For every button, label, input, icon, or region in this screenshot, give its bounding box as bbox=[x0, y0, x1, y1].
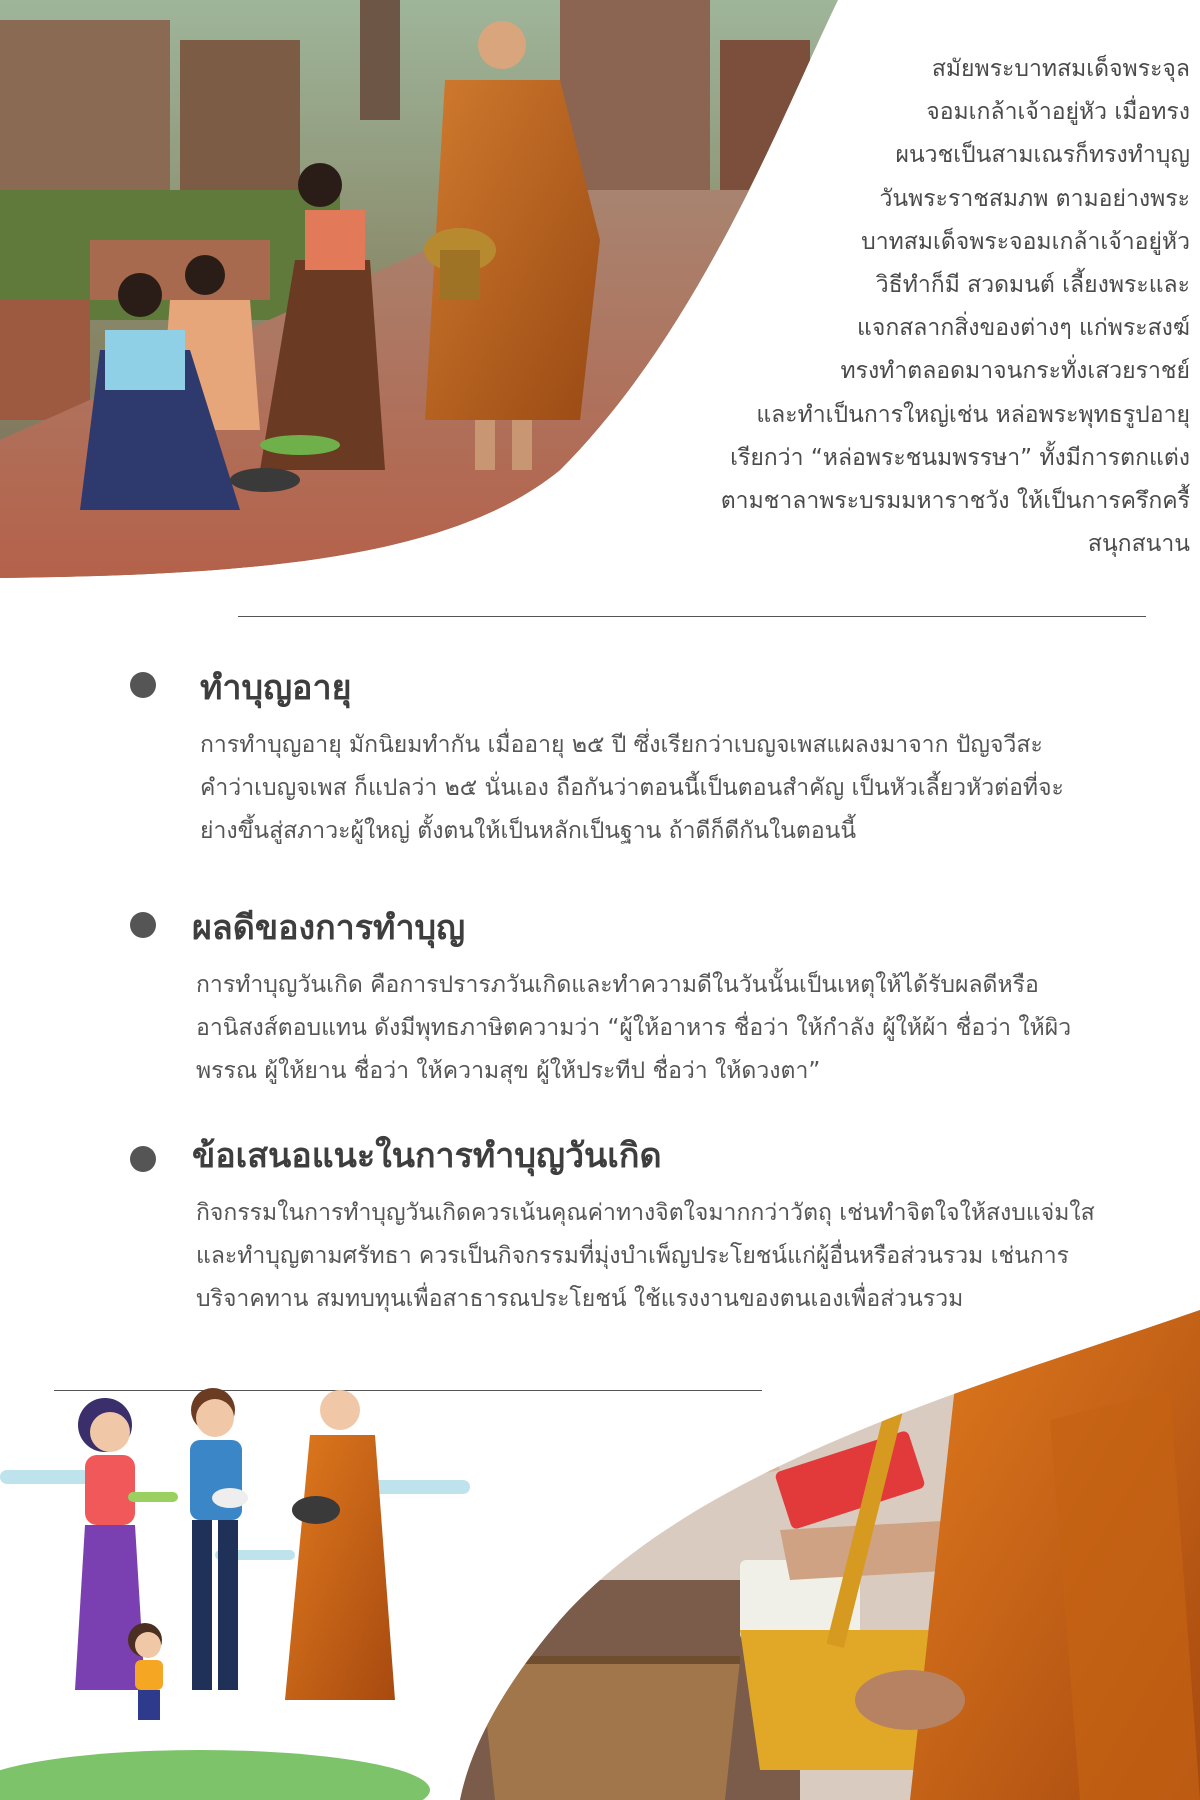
alms-photo bbox=[440, 1300, 1200, 1800]
intro-line: สมัยพระบาทสมเด็จพระจุล bbox=[931, 56, 1190, 82]
intro-paragraph bbox=[600, 48, 1190, 566]
intro-line: วันพระราชสมภพ ตามอย่างพระ bbox=[879, 185, 1190, 212]
body-line: คำว่าเบญจเพส ก็แปลว่า ๒๕ นั่นเอง ถือกันว่าตอนนี้เป็นตอนสำคัญ เป็นหัวเลี้ยวหัวต่อที่จะ bbox=[200, 775, 1064, 801]
section-body bbox=[196, 964, 1071, 1093]
bullet-icon bbox=[130, 672, 156, 698]
intro-line: และทำเป็นการใหญ่เช่น หล่อพระพุทธรูปอายุ bbox=[756, 401, 1190, 428]
bullet-icon bbox=[130, 1146, 156, 1172]
intro-line: ทรงทำตลอดมาจนกระทั่งเสวยราชย์ bbox=[840, 358, 1190, 385]
bottom-artwork bbox=[0, 1300, 1200, 1800]
divider-top bbox=[238, 616, 1146, 617]
intro-line: บาทสมเด็จพระจอมเกล้าเจ้าอยู่หัว bbox=[861, 228, 1190, 255]
body-line: การทำบุญอายุ มักนิยมทำกัน เมื่ออายุ ๒๕ ปี ซึ่งเรียกว่าเบญจเพสแผลงมาจาก ปัญจวีสะ bbox=[200, 732, 1043, 758]
body-line: ย่างขึ้นสู่สภาวะผู้ใหญ่ ตั้งตนให้เป็นหลักเป็นฐาน ถ้าดีก็ดีกันในตอนนี้ bbox=[200, 818, 857, 844]
intro-line: จอมเกล้าเจ้าอยู่หัว เมื่อทรง bbox=[926, 99, 1190, 126]
body-line: พรรณ ผู้ให้ยาน ชื่อว่า ให้ความสุข ผู้ให้ประทีป ชื่อว่า ให้ดวงตา” bbox=[196, 1058, 821, 1084]
body-line: อานิสงส์ตอบแทน ดังมีพุทธภาษิตความว่า “ผู้ให้อาหาร ชื่อว่า ให้กำลัง ผู้ให้ผ้า ชื่อว่า ให้ผิว bbox=[196, 1015, 1072, 1041]
family-illustration bbox=[0, 1388, 470, 1800]
intro-line: ผนวชเป็นสามเณรก็ทรงทำบุญ bbox=[895, 142, 1190, 169]
intro-line: วิธีทำก็มี สวดมนต์ เลี้ยงพระและ bbox=[875, 272, 1190, 299]
body-line: บริจาคทาน สมทบทุนเพื่อสาธารณประโยชน์ ใช้แรงงานของตนเองเพื่อส่วนรวม bbox=[196, 1286, 964, 1312]
intro-line: เรียกว่า “หล่อพระชนมพรรษา” ทั้งมีการตกแต่ง bbox=[730, 444, 1190, 471]
body-line: และทำบุญตามศรัทธา ควรเป็นกิจกรรมที่มุ่งบำเพ็ญประโยชน์แก่ผู้อื่นหรือส่วนรวม เช่นการ bbox=[196, 1243, 1070, 1269]
intro-line: แจกสลากสิ่งของต่างๆ แก่พระสงฆ์ bbox=[857, 315, 1190, 342]
body-line: กิจกรรมในการทำบุญวันเกิดควรเน้นคุณค่าทางจิตใจมากกว่าวัตถุ เช่นทำจิตใจให้สงบแจ่มใส bbox=[196, 1200, 1095, 1226]
body-line: การทำบุญวันเกิด คือการปรารภวันเกิดและทำความดีในวันนั้นเป็นเหตุให้ได้รับผลดีหรือ bbox=[196, 972, 1039, 998]
section-body bbox=[200, 724, 1064, 853]
section-heading: ทำบุญอายุ bbox=[200, 668, 352, 708]
bullet-icon bbox=[130, 912, 156, 938]
intro-line: ตามชาลาพระบรมมหาราชวัง ให้เป็นการครึกครื้ bbox=[720, 488, 1190, 515]
section-heading: ผลดีของการทำบุญ bbox=[192, 908, 466, 948]
section-heading: ข้อเสนอแนะในการทำบุญวันเกิด bbox=[192, 1136, 662, 1176]
intro-line: สนุกสนาน bbox=[1087, 531, 1190, 558]
